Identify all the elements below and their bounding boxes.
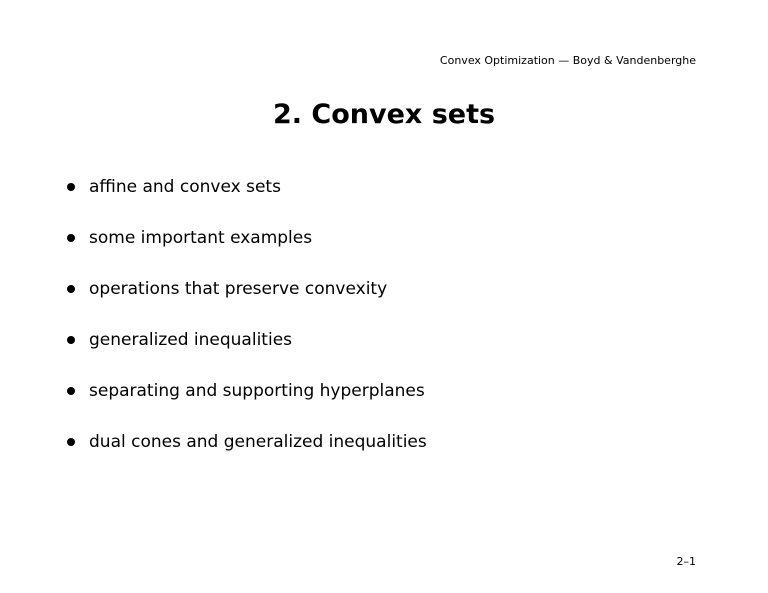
bullet-dot-icon [67, 336, 75, 344]
bullet-dot-icon [67, 438, 75, 446]
bullet-dot-icon [67, 387, 75, 395]
page-number: 2–1 [676, 555, 696, 568]
list-item-text: separating and supporting hyperplanes [89, 381, 425, 401]
list-item [67, 378, 427, 404]
course-header: Convex Optimization — Boyd & Vandenberghe [439, 54, 696, 67]
list-item [67, 276, 427, 302]
list-item-text: some important examples [89, 228, 313, 248]
list-item [67, 174, 427, 200]
slide-title: 2. Convex sets [272, 99, 496, 131]
bullet-dot-icon [67, 285, 75, 293]
bullet-dot-icon [67, 234, 75, 242]
bullet-dot-icon [67, 183, 75, 191]
list-item [67, 429, 427, 455]
list-item-text: operations that preserve convexity [89, 279, 388, 299]
list-item-text: generalized inequalities [89, 330, 293, 350]
list-item-text: dual cones and generalized inequalities [89, 432, 427, 452]
list-item [67, 327, 427, 353]
topic-list [67, 174, 427, 480]
list-item-text: affine and convex sets [89, 177, 281, 197]
list-item [67, 225, 427, 251]
